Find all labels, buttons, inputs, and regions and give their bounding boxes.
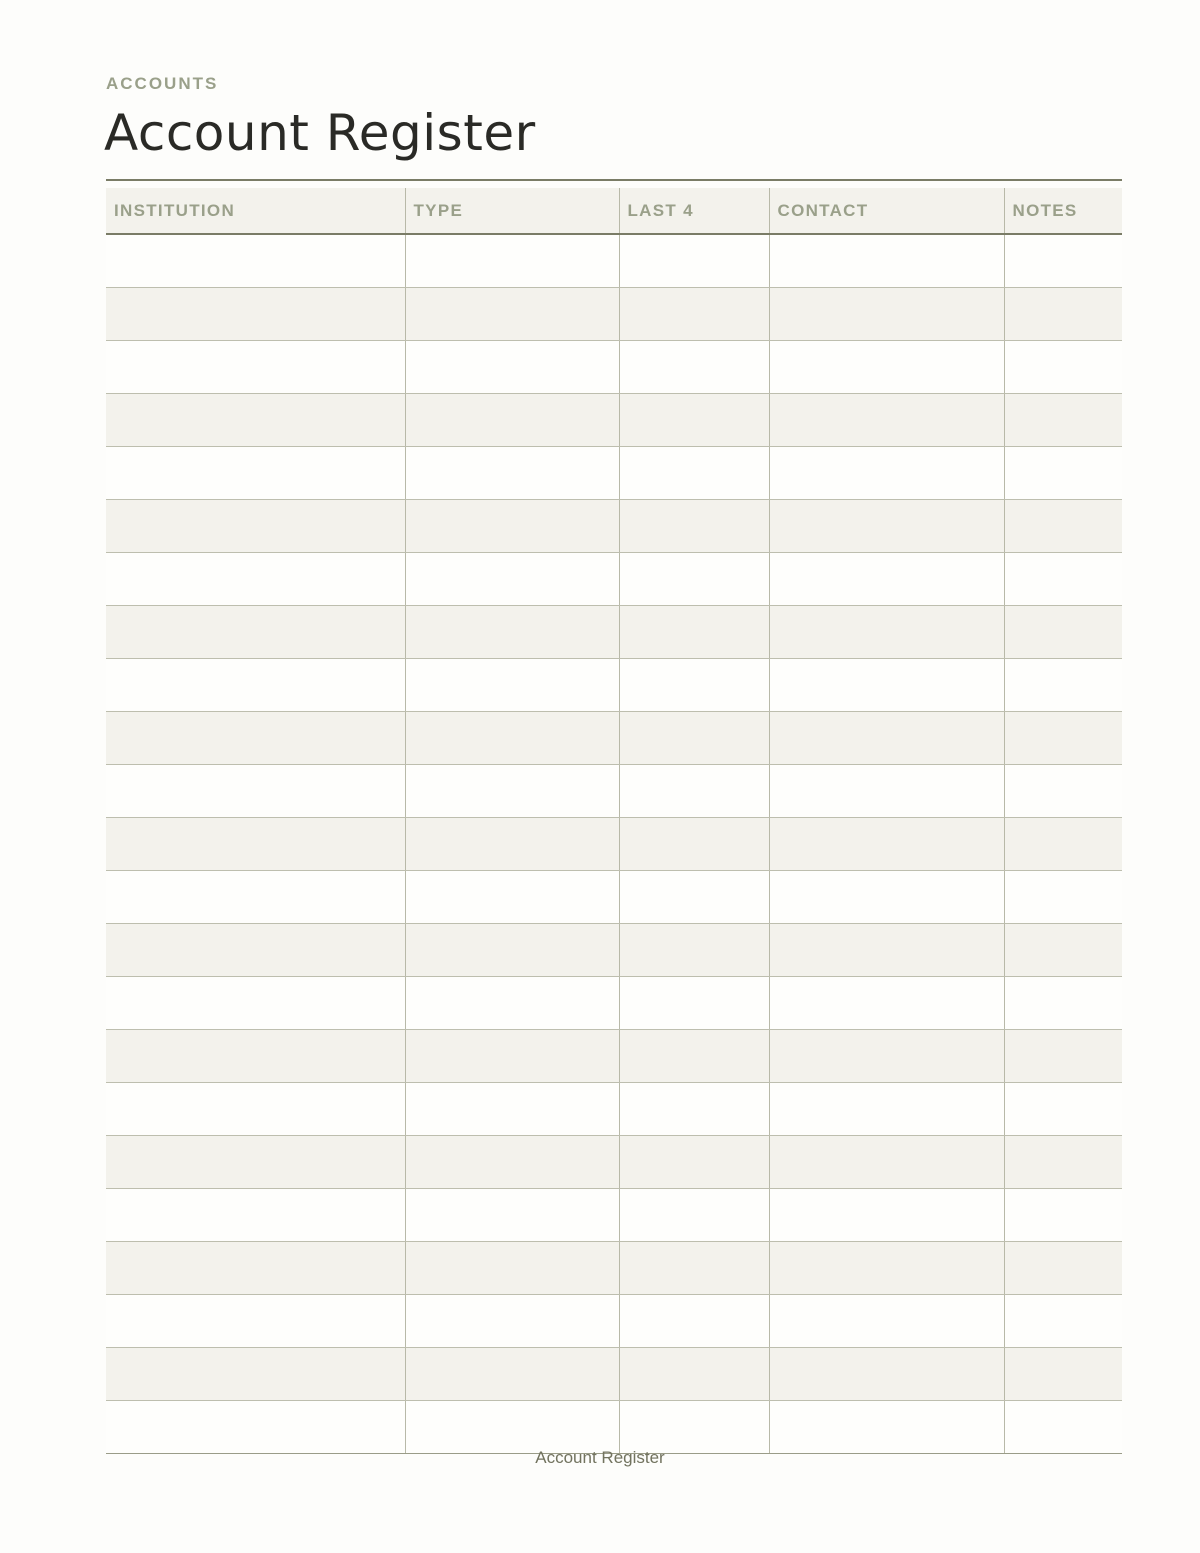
header-row bbox=[106, 188, 1122, 234]
cell-notes[interactable] bbox=[1004, 976, 1122, 1029]
cell-type[interactable] bbox=[405, 817, 619, 870]
cell-type[interactable] bbox=[405, 1241, 619, 1294]
cell-type[interactable] bbox=[405, 711, 619, 764]
cell-type[interactable] bbox=[405, 658, 619, 711]
cell-last4[interactable] bbox=[619, 1188, 769, 1241]
cell-notes[interactable] bbox=[1004, 1400, 1122, 1453]
page-title: Account Register bbox=[104, 104, 536, 162]
cell-type[interactable] bbox=[405, 1294, 619, 1347]
table-row bbox=[106, 817, 1122, 870]
table-row bbox=[106, 605, 1122, 658]
table-header bbox=[106, 188, 1122, 234]
cell-last4[interactable] bbox=[619, 499, 769, 552]
table-row bbox=[106, 446, 1122, 499]
cell-contact[interactable] bbox=[769, 1135, 1004, 1188]
table-row bbox=[106, 287, 1122, 340]
cell-contact[interactable] bbox=[769, 976, 1004, 1029]
cell-contact[interactable] bbox=[769, 1347, 1004, 1400]
table-body bbox=[106, 234, 1122, 1453]
cell-institution[interactable] bbox=[106, 1400, 405, 1453]
cell-institution[interactable] bbox=[106, 1241, 405, 1294]
cell-last4[interactable] bbox=[619, 1347, 769, 1400]
cell-notes[interactable] bbox=[1004, 658, 1122, 711]
cell-contact[interactable] bbox=[769, 817, 1004, 870]
table-row bbox=[106, 1135, 1122, 1188]
table-row bbox=[106, 552, 1122, 605]
table-row bbox=[106, 1029, 1122, 1082]
cell-type[interactable] bbox=[405, 1029, 619, 1082]
cell-last4[interactable] bbox=[619, 1135, 769, 1188]
cell-contact[interactable] bbox=[769, 552, 1004, 605]
cell-last4[interactable] bbox=[619, 1241, 769, 1294]
cell-institution[interactable] bbox=[106, 764, 405, 817]
cell-notes[interactable] bbox=[1004, 870, 1122, 923]
cell-last4[interactable] bbox=[619, 658, 769, 711]
cell-institution[interactable] bbox=[106, 287, 405, 340]
table-row bbox=[106, 658, 1122, 711]
table-row bbox=[106, 1294, 1122, 1347]
cell-notes[interactable] bbox=[1004, 234, 1122, 287]
cell-contact[interactable] bbox=[769, 923, 1004, 976]
cell-contact[interactable] bbox=[769, 499, 1004, 552]
cell-contact[interactable] bbox=[769, 764, 1004, 817]
cell-last4[interactable] bbox=[619, 446, 769, 499]
cell-institution[interactable] bbox=[106, 393, 405, 446]
cell-type[interactable] bbox=[405, 1188, 619, 1241]
column-header-type: TYPE bbox=[405, 188, 619, 234]
cell-notes[interactable] bbox=[1004, 393, 1122, 446]
column-header-last4: LAST 4 bbox=[619, 188, 769, 234]
cell-last4[interactable] bbox=[619, 976, 769, 1029]
cell-notes[interactable] bbox=[1004, 446, 1122, 499]
cell-type[interactable] bbox=[405, 446, 619, 499]
cell-type[interactable] bbox=[405, 1135, 619, 1188]
table-row bbox=[106, 1241, 1122, 1294]
cell-notes[interactable] bbox=[1004, 817, 1122, 870]
column-header-notes: NOTES bbox=[1004, 188, 1122, 234]
cell-institution[interactable] bbox=[106, 1082, 405, 1135]
cell-institution[interactable] bbox=[106, 1347, 405, 1400]
cell-notes[interactable] bbox=[1004, 1294, 1122, 1347]
cell-contact[interactable] bbox=[769, 870, 1004, 923]
cell-institution[interactable] bbox=[106, 552, 405, 605]
cell-institution[interactable] bbox=[106, 658, 405, 711]
cell-last4[interactable] bbox=[619, 923, 769, 976]
cell-institution[interactable] bbox=[106, 234, 405, 287]
cell-notes[interactable] bbox=[1004, 1188, 1122, 1241]
cell-institution[interactable] bbox=[106, 923, 405, 976]
cell-notes[interactable] bbox=[1004, 1082, 1122, 1135]
cell-institution[interactable] bbox=[106, 499, 405, 552]
cell-last4[interactable] bbox=[619, 764, 769, 817]
cell-type[interactable] bbox=[405, 234, 619, 287]
cell-last4[interactable] bbox=[619, 1082, 769, 1135]
table-row bbox=[106, 234, 1122, 287]
cell-type[interactable] bbox=[405, 340, 619, 393]
cell-institution[interactable] bbox=[106, 1135, 405, 1188]
cell-type[interactable] bbox=[405, 1347, 619, 1400]
cell-last4[interactable] bbox=[619, 1400, 769, 1453]
cell-contact[interactable] bbox=[769, 711, 1004, 764]
cell-type[interactable] bbox=[405, 1400, 619, 1453]
cell-contact[interactable] bbox=[769, 658, 1004, 711]
cell-type[interactable] bbox=[405, 499, 619, 552]
cell-last4[interactable] bbox=[619, 605, 769, 658]
title-rule bbox=[106, 179, 1122, 181]
cell-institution[interactable] bbox=[106, 711, 405, 764]
cell-contact[interactable] bbox=[769, 1294, 1004, 1347]
cell-notes[interactable] bbox=[1004, 340, 1122, 393]
cell-contact[interactable] bbox=[769, 1029, 1004, 1082]
cell-last4[interactable] bbox=[619, 1029, 769, 1082]
table-row bbox=[106, 711, 1122, 764]
cell-contact[interactable] bbox=[769, 340, 1004, 393]
cell-institution[interactable] bbox=[106, 605, 405, 658]
cell-last4[interactable] bbox=[619, 234, 769, 287]
cell-notes[interactable] bbox=[1004, 711, 1122, 764]
cell-institution[interactable] bbox=[106, 1029, 405, 1082]
cell-last4[interactable] bbox=[619, 552, 769, 605]
cell-type[interactable] bbox=[405, 393, 619, 446]
page-footer: Account Register bbox=[535, 1448, 665, 1467]
cell-last4[interactable] bbox=[619, 711, 769, 764]
cell-notes[interactable] bbox=[1004, 605, 1122, 658]
cell-notes[interactable] bbox=[1004, 1347, 1122, 1400]
cell-type[interactable] bbox=[405, 923, 619, 976]
column-header-contact: CONTACT bbox=[769, 188, 1004, 234]
cell-institution[interactable] bbox=[106, 340, 405, 393]
cell-notes[interactable] bbox=[1004, 764, 1122, 817]
section-eyebrow: ACCOUNTS bbox=[106, 74, 219, 93]
table-row bbox=[106, 1188, 1122, 1241]
cell-last4[interactable] bbox=[619, 1294, 769, 1347]
cell-type[interactable] bbox=[405, 870, 619, 923]
table-row bbox=[106, 1082, 1122, 1135]
cell-contact[interactable] bbox=[769, 605, 1004, 658]
account-register-table bbox=[106, 188, 1122, 1454]
cell-type[interactable] bbox=[405, 764, 619, 817]
cell-type[interactable] bbox=[405, 976, 619, 1029]
cell-last4[interactable] bbox=[619, 287, 769, 340]
cell-type[interactable] bbox=[405, 605, 619, 658]
table-row bbox=[106, 1347, 1122, 1400]
cell-institution[interactable] bbox=[106, 870, 405, 923]
cell-notes[interactable] bbox=[1004, 287, 1122, 340]
table-row bbox=[106, 499, 1122, 552]
cell-type[interactable] bbox=[405, 1082, 619, 1135]
cell-last4[interactable] bbox=[619, 340, 769, 393]
table-row bbox=[106, 923, 1122, 976]
cell-institution[interactable] bbox=[106, 1188, 405, 1241]
cell-last4[interactable] bbox=[619, 393, 769, 446]
cell-contact[interactable] bbox=[769, 1082, 1004, 1135]
cell-contact[interactable] bbox=[769, 393, 1004, 446]
cell-contact[interactable] bbox=[769, 234, 1004, 287]
cell-institution[interactable] bbox=[106, 446, 405, 499]
cell-last4[interactable] bbox=[619, 817, 769, 870]
cell-institution[interactable] bbox=[106, 976, 405, 1029]
table-row bbox=[106, 1400, 1122, 1453]
cell-contact[interactable] bbox=[769, 446, 1004, 499]
cell-contact[interactable] bbox=[769, 1400, 1004, 1453]
cell-type[interactable] bbox=[405, 287, 619, 340]
table-row bbox=[106, 870, 1122, 923]
cell-institution[interactable] bbox=[106, 1294, 405, 1347]
table-row bbox=[106, 393, 1122, 446]
cell-notes[interactable] bbox=[1004, 499, 1122, 552]
cell-institution[interactable] bbox=[106, 817, 405, 870]
cell-last4[interactable] bbox=[619, 870, 769, 923]
table-row bbox=[106, 976, 1122, 1029]
cell-notes[interactable] bbox=[1004, 923, 1122, 976]
table-row bbox=[106, 340, 1122, 393]
cell-notes[interactable] bbox=[1004, 1241, 1122, 1294]
cell-contact[interactable] bbox=[769, 1241, 1004, 1294]
cell-notes[interactable] bbox=[1004, 552, 1122, 605]
cell-notes[interactable] bbox=[1004, 1135, 1122, 1188]
cell-contact[interactable] bbox=[769, 287, 1004, 340]
cell-type[interactable] bbox=[405, 552, 619, 605]
table-row bbox=[106, 764, 1122, 817]
cell-notes[interactable] bbox=[1004, 1029, 1122, 1082]
cell-contact[interactable] bbox=[769, 1188, 1004, 1241]
column-header-institution: INSTITUTION bbox=[106, 188, 405, 234]
